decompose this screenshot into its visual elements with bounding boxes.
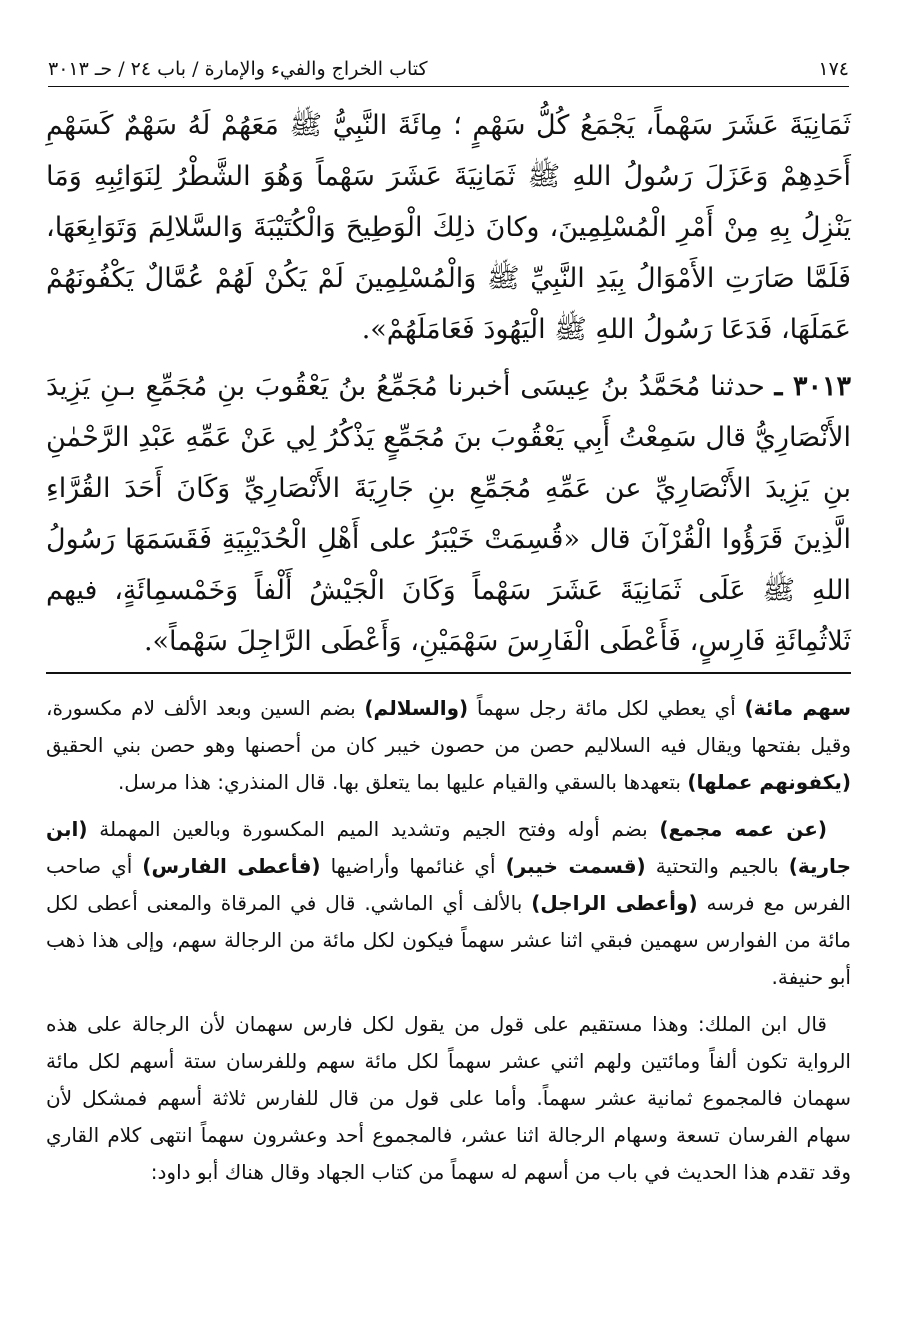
main-paragraph-continuation: ثَمَانِيَةَ عَشَرَ سَهْماً، يَجْمَعُ كُلُّ سَهْمٍ ؛ مِائَةَ النَّبِيُّ ﷺ مَعَهُمْ لَهُ سَهْمٌ كَسَهْمِ أَحَدِهِمْ وَعَزَلَ رَسُولُ اللهِ ﷺ ثَمَانِيَةَ عَشَرَ سَهْماً وَهُوَ الشَّطْرُ لِنَوَائِبِهِ وَمَا يَنْزِلُ بِهِ مِنْ أَمْرِ الْمُسْلِمِينَ، وكانَ ذلِكَ الْوَطِيحَ وَالْكُتَيْبَةَ وَالسَّلالِمَ وَتَوَابِعَهَا، فَلَمَّا صَارَتِ الأَمْوَالُ بِيَدِ النَّبِيِّ ﷺ وَالْمُسْلِمِينَ لَمْ يَكُنْ لَهُمْ عُمَّالٌ يَكْفُونَهُمْ عَمَلَهَا، فَدَعَا رَسُولُ اللهِ ﷺ الْيَهُودَ فَعَامَلَهُمْ».: [46, 110, 851, 345]
commentary-text: بالألف أي الماشي. قال في المرقاة والمعنى أعطى لكل مائة من الفوارس سهمين فبقي اثنا عشر سهماً فيكون لكل مائة من الرجالة سهم، وإلى هذا ذهب أبو حنيفة.: [46, 891, 851, 989]
commentary-keyword: (وأعطى الراجل): [531, 891, 698, 915]
hadith-paragraph: [46, 361, 851, 667]
commentary-text: بالجيم والتحتية: [645, 854, 789, 878]
commentary-keyword: (والسلالم): [364, 696, 469, 720]
running-title: كتاب الخراج والفيء والإمارة / باب ٢٤ / حـ ٣٠١٣: [48, 58, 428, 80]
main-text: [46, 100, 851, 667]
commentary-keyword: (فأعطى الفارس): [142, 854, 321, 878]
commentary-text: أي يعطي لكل مائة رجل سهماً: [468, 696, 745, 720]
commentary-keyword: (قسمت خيبر): [505, 854, 646, 878]
page-number: ١٧٤: [818, 58, 849, 80]
commentary-paragraph-3: قال ابن الملك: وهذا مستقيم على قول من يقول لكل فارس سهمان لأن الرجالة على هذه الرواية تكون ألفاً ومائتين ولهم اثني عشر سهماً لكل مائة سهم وللفرسان ستة أسهم لكل مائة سهمان فالمجموع ثمانية عشر سهماً. وأما على قول من قال للفارس ثلاثة أسهم فمشكل لأن سهام الفرسان تسعة وسهام الرجالة اثنا عشر، فالمجموع أحد وعشرون سهماً انتهى كلام القاري وقد تقدم هذا الحديث في باب من أسهم له سهماً من كتاب الجهاد وقال هناك أبو داود:: [46, 1012, 851, 1184]
hadith-number: ٣٠١٣ ـ: [774, 371, 851, 402]
footnote-divider: [46, 672, 851, 674]
commentary-keyword: (عن عمه مجمع): [659, 817, 827, 841]
commentary-text: أي صاحب الفرس مع فرسه: [46, 854, 851, 915]
commentary-paragraph-1: [46, 690, 851, 801]
commentary: [46, 690, 851, 1201]
page-header: [48, 58, 849, 87]
commentary-text: بتعهدها بالسقي والقيام عليها بما يتعلق بها. قال المنذري: هذا مرسل.: [117, 770, 688, 794]
commentary-text: بضم السين وبعد الألف لام مكسورة، وقيل بفتحها ويقال فيه السلاليم حصن من حصون خيبر كان من أحصنها وهو حصن بني الحقيق: [46, 696, 851, 757]
commentary-text: بضم أوله وفتح الجيم وتشديد الميم المكسورة وبالعين المهملة: [87, 817, 660, 841]
commentary-paragraph-2: [46, 811, 851, 996]
commentary-text: أي غنائمها وأراضيها: [320, 854, 506, 878]
commentary-keyword: سهم مائة): [744, 696, 852, 720]
hadith-text: حدثنا مُحَمَّدُ بنُ عِيسَى أخبرنا مُجَمِّعُ بنُ يَعْقُوبَ بنِ مُجَمِّعِ بـنِ يَزِيدَ الأَنْصَارِيُّ قال سَمِعْتُ أَبِي يَعْقُوبَ بنَ مُجَمِّعٍ يَذْكُرُ لِي عَنْ عَمِّهِ عَبْدِ الرَّحْمٰنِ بنِ يَزِيدَ الأَنْصَارِيِّ عن عَمِّهِ مُجَمِّعِ بنِ جَارِيَةَ الأَنْصَارِيِّ وَكَانَ أَحَدَ القُرَّاءِ الَّذِينَ قَرَؤُوا الْقُرْآنَ قال «قُسِمَتْ خَيْبَرُ على أَهْلِ الْحُدَيْبِيَةِ فَقَسَمَهَا رَسُولُ اللهِ ﷺ عَلَى ثَمَانِيَةَ عَشَرَ سَهْماً وَكَانَ الْجَيْشُ أَلْفاً وَخَمْسمِائَةٍ، فيهم ثَلاثُمِائَةِ فَارِسٍ، فَأَعْطَى الْفَارِسَ سَهْمَيْنِ، وَأَعْطَى الرَّاجِلَ سَهْماً».: [46, 371, 851, 657]
commentary-keyword: (يكفونهم عملها): [687, 770, 851, 794]
commentary-keyword: (ابن جارية): [46, 817, 851, 878]
